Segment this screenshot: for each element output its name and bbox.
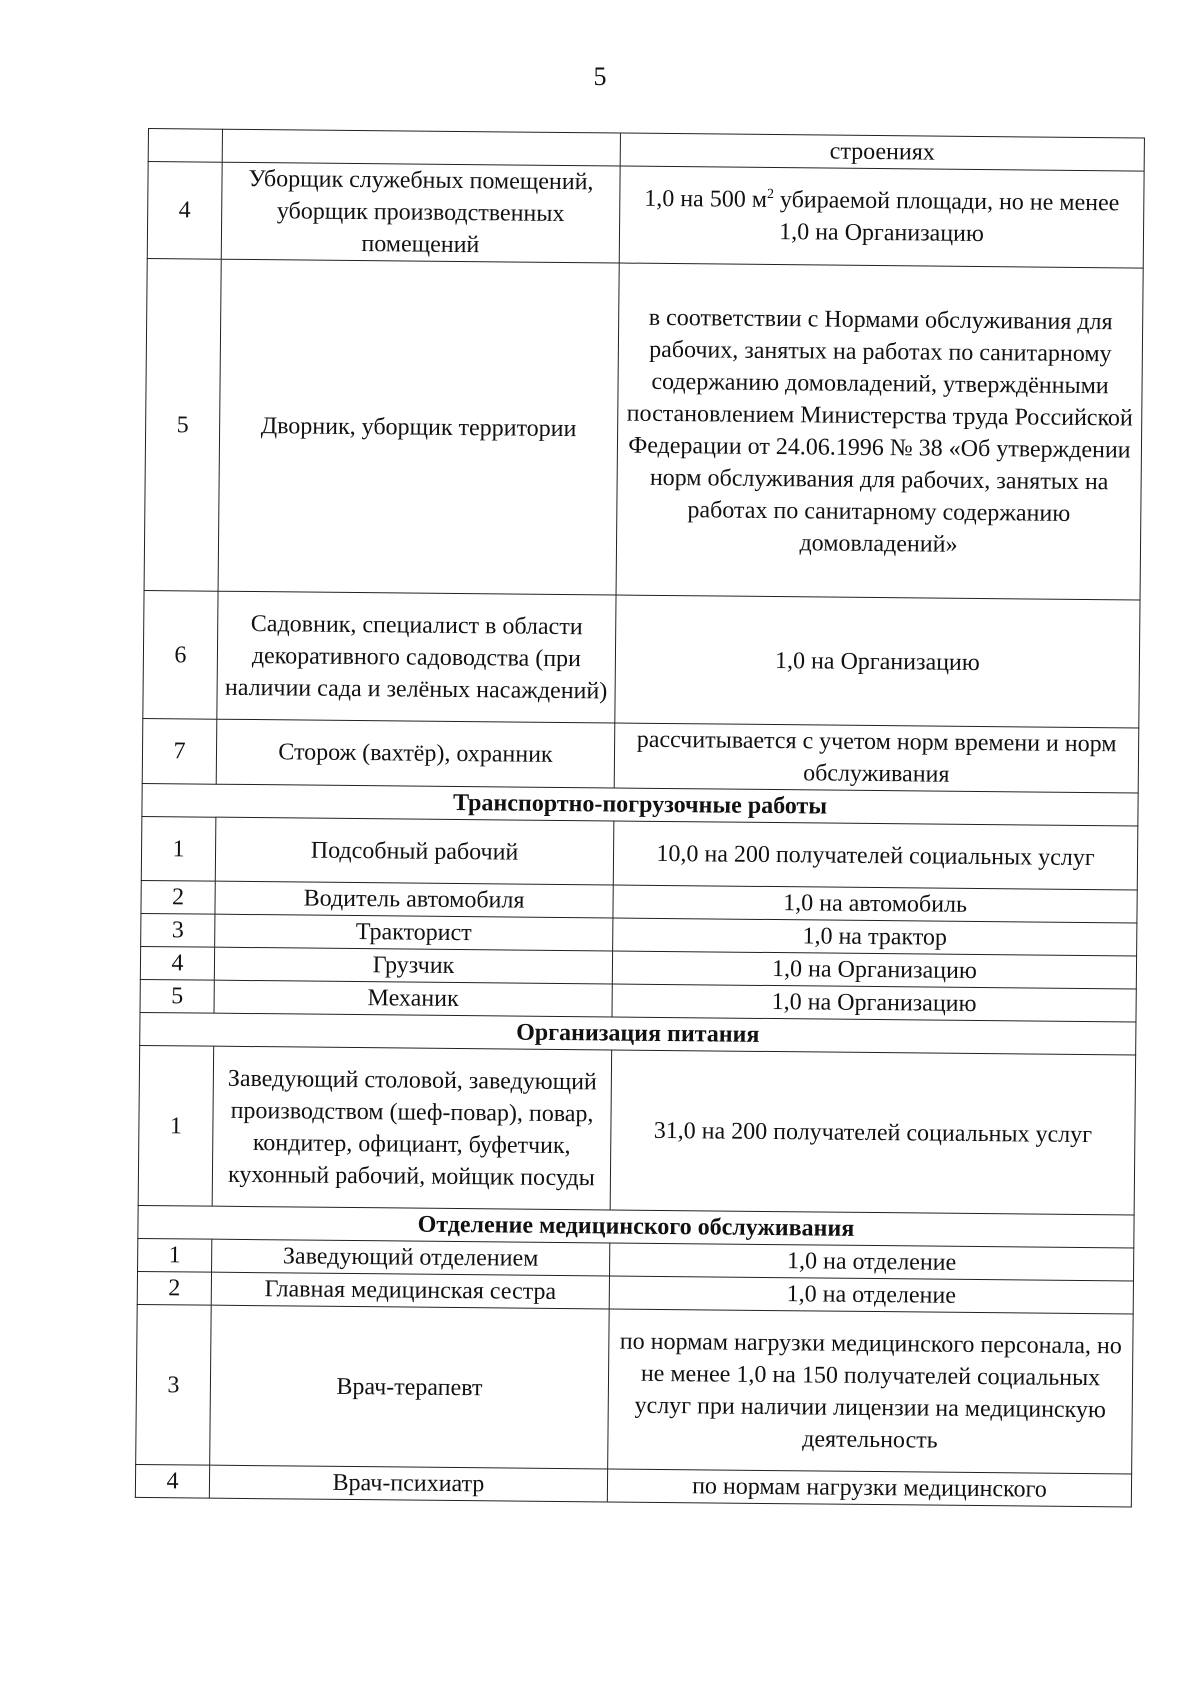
staffing-norm: 1,0 на автомобиль (613, 885, 1137, 923)
page-number: 5 (593, 62, 607, 91)
staffing-norm: по нормам нагрузки медицинского персонала, но не менее 1,0 на 150 получателей социальных услуг при наличии лицензии на медицинскую деятельность (608, 1309, 1134, 1474)
position-name: Заведующий столовой, заведующий производством (шеф-повар), повар, кондитер, официант, буфетчик, кухонный рабочий, мойщик посуды (212, 1046, 612, 1210)
row-number: 6 (143, 590, 218, 719)
row-number: 3 (141, 913, 215, 947)
table-row (147, 162, 1144, 269)
staffing-norm: 1,0 на Организацию (615, 595, 1140, 728)
section-title-transport: Транспортно-погрузочные работы (142, 783, 1138, 826)
staffing-norm: в соответствии с Нормами обслуживания для рабочих, занятых на работах по санитарному содержанию домовладений, утверждёнными постановлением Министерства труда Российской Федерации от 24.06.1996 № 38 «Об утверждении норм обслуживания для рабочих, занятых на работах по санитарному содержанию домовладений» (616, 263, 1143, 600)
staffing-norm: 10,0 на 200 получателей социальных услуг (613, 821, 1138, 890)
row-number: 3 (136, 1304, 212, 1465)
row-number: 5 (140, 979, 214, 1013)
row-number: 1 (141, 816, 216, 881)
row-number (148, 129, 222, 163)
position-name: Врач-психиатр (209, 1465, 607, 1502)
staffing-norm (619, 166, 1144, 268)
row-number: 4 (140, 946, 214, 980)
staffing-norms-table (135, 128, 1145, 1508)
staffing-norm: 1,0 на Организацию (612, 951, 1136, 989)
position-name: Сторож (вахтёр), охранник (216, 719, 615, 788)
position-name: Механик (214, 980, 612, 1017)
staffing-norm: 1,0 на отделение (609, 1276, 1133, 1314)
table-row (136, 1304, 1133, 1474)
position-name (222, 129, 620, 166)
row-number: 2 (137, 1271, 211, 1305)
table-row (142, 718, 1139, 793)
staffing-norm: рассчитывается с учетом норм времени и норм обслуживания (614, 723, 1139, 793)
staffing-norm: по нормам нагрузки медицинского (607, 1469, 1131, 1507)
table-row (143, 590, 1140, 728)
staffing-norm: 1,0 на Организацию (612, 984, 1136, 1022)
position-name: Уборщик служебных помещений, уборщик производственных помещений (221, 162, 620, 263)
staffing-norm: 31,0 на 200 получателей социальных услуг (610, 1050, 1136, 1215)
norm-text-end: убираемой площади, но не менее 1,0 на Организацию (773, 187, 1120, 248)
section-title-medical: Отделение медицинского обслуживания (138, 1205, 1134, 1248)
table-row (144, 258, 1143, 600)
staffing-norm: 1,0 на трактор (613, 918, 1137, 956)
position-name: Врач-терапевт (210, 1305, 610, 1469)
table-row (141, 816, 1138, 890)
row-number: 4 (147, 162, 222, 260)
row-number: 4 (135, 1464, 209, 1498)
row-number: 7 (142, 718, 217, 784)
row-number: 2 (141, 880, 215, 914)
section-title-food: Организация питания (140, 1012, 1136, 1055)
position-name: Подсобный рабочий (215, 817, 614, 885)
position-name: Водитель автомобиля (215, 881, 613, 918)
position-name: Заведующий отделением (212, 1239, 610, 1276)
row-number: 5 (144, 258, 221, 591)
position-name: Садовник, специалист в области декоративного садоводства (при наличии сада и зелёных насаждений) (217, 591, 616, 723)
row-number: 1 (138, 1238, 212, 1272)
row-number: 1 (138, 1045, 214, 1206)
norm-text-start: 1,0 на 500 м (644, 185, 768, 213)
position-name: Главная медицинская сестра (211, 1272, 609, 1309)
table-row (138, 1045, 1135, 1215)
position-name: Тракторист (215, 914, 613, 951)
staffing-norm: 1,0 на отделение (610, 1243, 1134, 1281)
position-name: Грузчик (214, 947, 612, 984)
position-name: Дворник, уборщик территории (218, 259, 619, 595)
norm-superscript: 2 (766, 186, 775, 203)
staffing-norm: строениях (620, 133, 1144, 171)
